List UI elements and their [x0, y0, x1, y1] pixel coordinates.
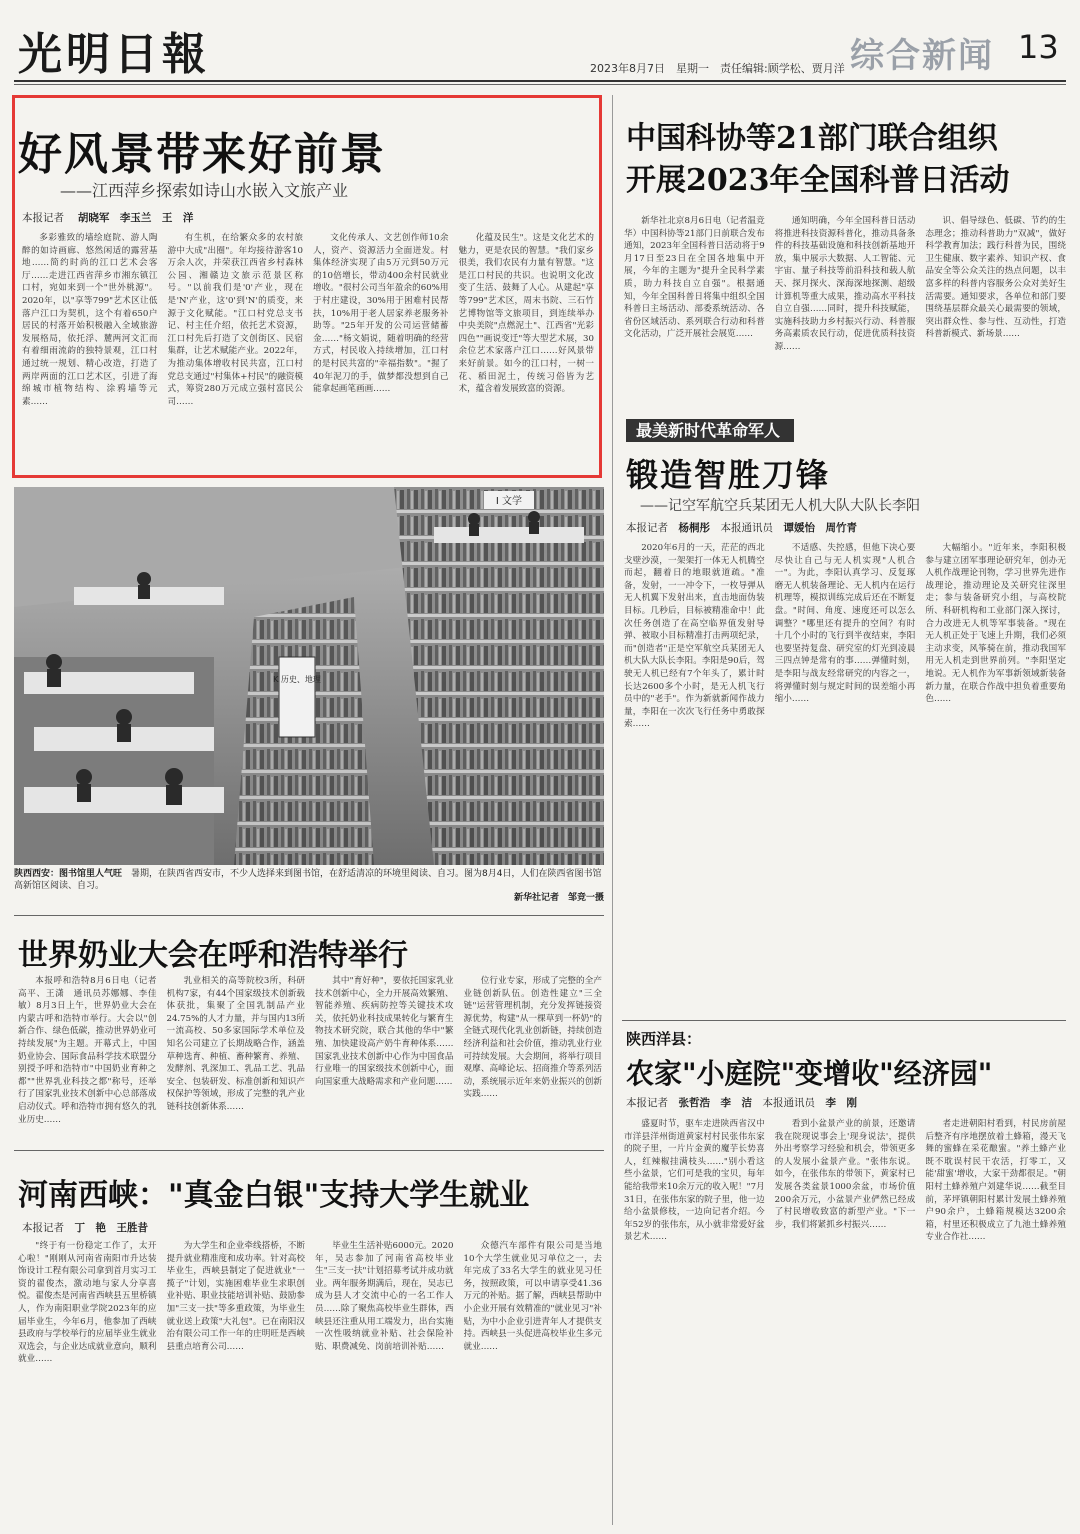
library-photo — [14, 487, 604, 865]
divider — [14, 1150, 604, 1151]
column-separator — [612, 95, 613, 1525]
byline-label: 本报记者 — [22, 212, 64, 224]
article3-title: 锻造智胜刀锋 — [626, 456, 831, 494]
article5-col-2: 为大学生和企业牵线搭桥，不断提升就业精准度和成功率。针对高校毕业生，西峡县制定了促进就业"一揽子"计划，实施困难毕业生求职创业补贴、职业技能培训补贴、鼓励参加"三支一扶"等多重政策，为毕业生就业送上政策"大礼包"。已在南阳汉治有限公司工作一年的庄明旺是西峡县重点培育公司…… — [166, 1241, 305, 1352]
article5-byline — [22, 1220, 148, 1235]
article1-subtitle: ——江西萍乡探索如诗山水嵌入文旅产业 — [60, 181, 349, 200]
shelf-sign-label: K 历史、地理 — [273, 675, 321, 684]
date-editor-line: 2023年8月7日 星期一 责任编辑:顾学松、贾月洋 — [590, 62, 845, 75]
article2-col-2: 通知明确，今年全国科普日活动将推进科技资源科普化，推动具备条件的科技基础设施和科技创新基地开放，集中展示大数据、人工智能、元宇宙、量子科技等前沿科技和载人航天、探月探火、深海深地探测、超级计算机等重大成果，推动高水平科技自立自强……同时，提升科技赋能，实施科技助力乡村振兴行动、科普服务高素质农民行动，促进优质科技资源…… — [774, 216, 916, 352]
divider — [622, 1020, 1066, 1021]
article4-body — [18, 975, 602, 1140]
caption-title: 陕西西安：图书馆里人气旺 — [14, 869, 123, 879]
article4-col-4: 位行业专家，形成了完整的全产业链创新队伍。创造性建立"三全链"运营管理机制，充分发挥链接资源优势，构建"从一棵草到一杯奶"的全链式现代化乳业创新链，持续创造经济利益和社会价值，推动乳业行业可持续发展。大会期间，将举行项目观摩、高峰论坛、招商推介等系列活动，系统展示近年来奶业振兴的创新实践…… — [463, 976, 602, 1100]
article3-byline — [626, 520, 857, 535]
divider — [14, 915, 604, 916]
masthead-divider-thin — [14, 84, 1066, 85]
article1-title: 好风景带来好前景 — [18, 129, 386, 180]
article1-col-1: 多彩雅致的墙绘庭院、游人陶醉的如诗画廊、悠然闲适的露营基地……简约时尚的江口艺术会客厅……走进江西省萍乡市湘东镇江口村，宛如来到一个"世外桃源"。2020年，以"享等799"艺术区让低落户江口为契机，这个有着650户居民的村落开始积极融入全域旅游发展格局，依托浮、麓两河文汇而有着细雨流韵的独特景观，江口村通过统一规划、精心改造，打造了两岸两面的江口艺术区，引进了海绵城市植物结构、涂鸦墙等元素…… — [22, 233, 158, 407]
article6-byline — [626, 1095, 857, 1110]
page-number: 13 — [1018, 28, 1059, 66]
byline-label: 本报通讯员 — [762, 1097, 815, 1109]
article3-subtitle: ——记空军航空兵某团无人机大队大队长李阳 — [640, 498, 920, 514]
article4-title: 世界奶业大会在呼和浩特举行 — [18, 938, 408, 973]
article6-col-1: 盛夏时节，驱车走进陕西省汉中市洋县洋州街道黄家村村民张伟东家的院子里，一片片金黄的魔芋长势喜人，红辣椒挂满枝头……"别小看这些小盆景，它们可是我的宝贝，每年能给我带来10余万元的收入呢！"7月31日，在张伟东家的院子里，他一边给小盆景修枝，一边向记者介绍。今年52岁的张伟东，从小就非常爱好盆景艺术…… — [624, 1119, 765, 1243]
article6-title: 农家"小庭院"变增收"经济园" — [626, 1057, 993, 1090]
article6-col-3: 者走进朝阳村看到，村民房前屋后整齐有序地摆放着土蜂箱，漫天飞舞的蜜蜂在采花酿蜜。"养土蜂产业既不耽误村民干农活，打零工，又能'甜蜜'增收，大家干劲都很足。"朝阳村土蜂养殖户刘建华说……截至目前，茅坪镇朝阳村累计发展土蜂养殖户90余户，土蜂箱规模达3200余箱，村里还积极成立了九池土蜂养殖专业合作社…… — [925, 1119, 1067, 1243]
article2-title-line2: 开展2023年全国科普日活动 — [626, 163, 1010, 198]
article6-tag: 陕西洋县： — [626, 1030, 702, 1048]
article1-body — [22, 232, 594, 470]
article4-col-1: 本报呼和浩特8月6日电（记者高平、王潇 通讯员苏娜娜、李佳敏）8月3日上午，世界奶业大会在内蒙古呼和浩特市举行。大会以"创新合作、绿色低碳，推动世界奶业可持续发展"为主题。开幕式上，中国奶业协会、国际食品科学技术联盟分别授予呼和浩特市"中国奶业育种之都""世界乳业科技之都"称号，还举行了国家乳业技术创新中心总部落成启动仪式。呼和浩特市拥有悠久的乳业历史…… — [18, 976, 157, 1125]
article2-col-3: 识、倡导绿色、低碳、节约的生态理念；推动科普助力"双减"，做好科学教育加法；践行科普为民，围绕卫生健康、数字素养、知识产权、食品安全等公众关注的热点问题，以丰富多样的科普内容服务公众对美好生活需要。通知要求，各单位和部门要围绕基层群众最关心最需要的领域，突出群众性、参与性、互动性，打造科普新模式、新场景…… — [925, 216, 1067, 340]
article6-col-2: 看到小盆景产业的前景，还邀请我在院现说事会上'现身说法'，提供外出考察学习经验和机会，带领更多的人发展小盆景产业。"张伟东说。如今，在张伟东的带领下，黄家村已发展各类盆景1000余盆，市场价值200余万元，小盆景产业俨然已经成了村民增收致富的新型产业。"下一步，我们将紧抓乡村振兴…… — [774, 1119, 916, 1230]
article2-title-line1: 中国科协等21部门联合组织 — [626, 121, 998, 156]
column-tag: 最美新时代革命军人 — [626, 419, 794, 442]
article2-col-1: 新华社北京8月6日电（记者温竞华）中国科协等21部门日前联合发布通知，2023年全国科普日活动将于9月17日至23日在全国各地集中开展，今年的主题为"提升全民科学素质，助力科技自立自强"。根据通知，今年全国科普日将集中组织全国科普日主场活动、部委系统活动、各省份区域活动、系列联合行动和科普文化活动，广泛开展社会展览…… — [624, 216, 765, 340]
photo-caption — [14, 868, 604, 904]
article3-tag — [626, 418, 794, 441]
article1-col-3: 文化传承人、文艺创作师10余人，资产、资源活力全面迸发。村集体经济实现了由5万元到50万元的10倍增长，带动400余村民就业增收。"很村公司当年盈余的60%用于村庄建设，30%用于困难村民帮扶，10%用于老人居家养老服务补助等。"25年开发的公司运营储蓄金……"杨文娟说，随着明确的经营方式，村民收入持续增加，江口村的是村民共富的"幸福指数"。"握了40年泥刀的手，做梦都没想到自己能拿起画笔画画…… — [313, 233, 449, 395]
byline-names: 谭媛怡 周竹青 — [783, 522, 857, 534]
article1-col-2: 有生机，在给繁众多的农村旅游中大成"出圈"。年均接待游客10万余人次，并荣获江西省乡村森林公园、湘赣边文旅示范景区称号。"以前我们是'0'产业，现在是'N'产业，这'0'到'N'的质变，来源于文化赋能。"江口村党总支书记、村主任介绍，依托艺术资源，江口村先后打造了文创街区、民宿集群，让艺术赋能产业。2022年，为推动集体增收村民共富，江口村党总支通过"村集体+村民"的融资模式，筹资280万元成立强村富民公司…… — [167, 233, 303, 407]
article4-col-3: 其中"育好种"，要依托国家乳业技术创新中心，全力开展高效繁殖、智能养殖、疾病防控等关键技术攻关，依托奶业科技成果转化与繁育生物技术研究院，联合其他的华中"繁殖、加快建设高产奶牛育种体系……国家乳业技术创新中心作为中国食品行业唯一的国家级技术创新中心，面向国家重大战略需求和产业问题…… — [315, 976, 454, 1087]
caption-text: 暑期，在陕西省西安市，不少人选择来到图书馆，在舒适清凉的环境里阅读、自习。图为8月4日，人们在陕西省图书馆高新馆区阅读、自习。 — [14, 869, 602, 891]
library-photo-image — [14, 487, 604, 865]
photo-credit: 新华社记者 邹竞一摄 — [513, 893, 604, 903]
byline-names: 丁 艳 王胜昔 — [74, 1222, 148, 1234]
section-name: 综合新闻 — [850, 36, 994, 76]
article3-col-2: 不适感、失控感，但他下决心要尽快让自己与无人机实现"人机合一"。为此，李阳认真学习、反复琢磨无人机装备理论、无人机内在运行机理等，模拟训练完成后还在不断复盘。"时间、角度、速度还可以怎么调整？"哪里还有提升的空间？有时十几个小时的飞行到半夜结束，李阳也要坚持复盘、研究室的灯光到凌晨三四点钟是常有的事……弹懂时刻，是李阳与战友经常研究的内容之一，将弹懂时刻与规定时间的误差缩小再缩小…… — [774, 543, 916, 705]
newspaper-logo: 光明日報 — [18, 29, 210, 80]
article3-col-3: 大幅缩小。"近年来，李阳积极参与建立团军事理论研究年，创办无人机作战理论刊物，学习世界先进作战理论，推动理论及关研究往深里走；参与装备研究小组，与高校院所、科研机构和工业部门深入探讨，合力改进无人机等军事装备。"现在无人机正处于飞速上升期，我们必须主动求变，风筝骑在前，推动我国军用无人机走到世界前列。"李阳坚定地说。无人机作为军事新领域新装备新力量，在联合作战中担负着重要角色…… — [925, 543, 1067, 705]
article3-col-1: 2020年6月的一天，茫茫的西北戈壁沙漠，一架架打一体无人机腾空而起，翻着日的地眼就道疏。"准备，发射，一一冲令下，一枚导弹从无人机翼下发射出来，直击地面伪装目标。几秒后，目标被精准命中！此次任务创造了在高空临界值发射导弹、被取小目标精准打击两项纪录，而"创造者"正是空军航空兵某团无人机大队大队长李阳。李阳是90后，驾驶无人机已经有7个年头了，累计时长达2600多个小时，是无人机飞行员中的"老手"。作为新就新闻作战力量，李阳在一次次飞行任务中勇敢探索…… — [624, 543, 765, 730]
article5-col-4: 众德汽车部件有限公司是当地10个大学生就业见习单位之一，去年完成了33名大学生的就业见习任务，按照政策，可以申请享受41.36万元的补贴。据了解，西峡县帮助中小企业开展有效精准的"就业见习"补贴，为中小企业引进青年人才提供支持。西峡县一头促进高校毕业生多元就业…… — [463, 1241, 602, 1352]
byline-names: 李 刚 — [825, 1097, 857, 1109]
article3-body — [624, 542, 1066, 1014]
article2-body — [624, 215, 1066, 435]
article1-byline — [22, 210, 193, 225]
byline-label: 本报通讯员 — [720, 522, 773, 534]
article4-col-2: 乳业相关的高等院校3所，科研机构7家，有44个国家级技术创新载体获批，集聚了全国乳制品产业24.75%的人才力量，并与国内13所一流高校、50多家国际学术单位及知名公司建立了长期战略合作，涵盖草种选育、种植、畜种繁育、养殖、发酵剂、乳深加工、乳品工艺、乳品安全、包装研发、标准创新和知识产权保护等领域，形成了完整的乳产业链科技创新体系…… — [166, 976, 305, 1112]
article6-body — [624, 1118, 1066, 1526]
byline-names: 胡晓军 李玉兰 王 洋 — [77, 212, 194, 224]
byline-names: 张哲浩 李 洁 — [678, 1097, 752, 1109]
article5-col-1: "终于有一份稳定工作了，太开心啦！"刚刚从河南省南阳市升达装饰设计工程有限公司拿到首月实习工资的翟俊杰，激动地与家人分享喜悦。翟俊杰是河南省西峡县五里桥镇人，作为南阳职业学院2023年的应届毕业生，今年6月，他参加了西峡县政府与学校举行的应届毕业生就业双选会，与企业达成就业意向，顺利就业…… — [18, 1241, 157, 1365]
article5-col-3: 毕业生生活补贴6000元。2020年，吴志参加了河南省高校毕业生"三支一扶"计划招募考试并成功就业。两年服务期满后，现在，吴志已成为县人才交流中心的一名工作人员……除了聚焦高校毕业生群体，西峡县还注重从用工端发力，出台实施一次性吸纳就业补贴、社会保险补贴、职费减免、岗前培训补贴…… — [315, 1241, 454, 1352]
article2-title — [626, 118, 1010, 202]
masthead-divider — [14, 80, 1066, 82]
byline-names: 杨桐彤 — [678, 522, 710, 534]
article5-title: 河南西峡："真金白银"支持大学生就业 — [18, 1178, 530, 1213]
article5-body — [18, 1240, 602, 1526]
byline-label: 本报记者 — [626, 522, 668, 534]
byline-label: 本报记者 — [22, 1222, 64, 1234]
shelf-sign-label-2: I 文学 — [495, 496, 523, 507]
byline-label: 本报记者 — [626, 1097, 668, 1109]
article1-col-4: 化蕴及民生"。这是文化艺术的魅力，更是农民的智慧。"我们家乡很美，我们农民有力量有智慧。"这是江口村民的共识。也说明文化改变了生活、鼓舞了人心。从建起"享等799"艺术区，周末书院、三石竹艺博物馆等文旅项目，到连续举办中央美院"点燃泥土"、江西省"光彩四色""画说变迁"等大型艺术展，30余位艺术家落户江口……好风景带来好前景。如今的江口村，一树一花、稻田泥土，传统习俗皆为艺术，蕴含着发展致富的资源。 — [458, 233, 594, 395]
